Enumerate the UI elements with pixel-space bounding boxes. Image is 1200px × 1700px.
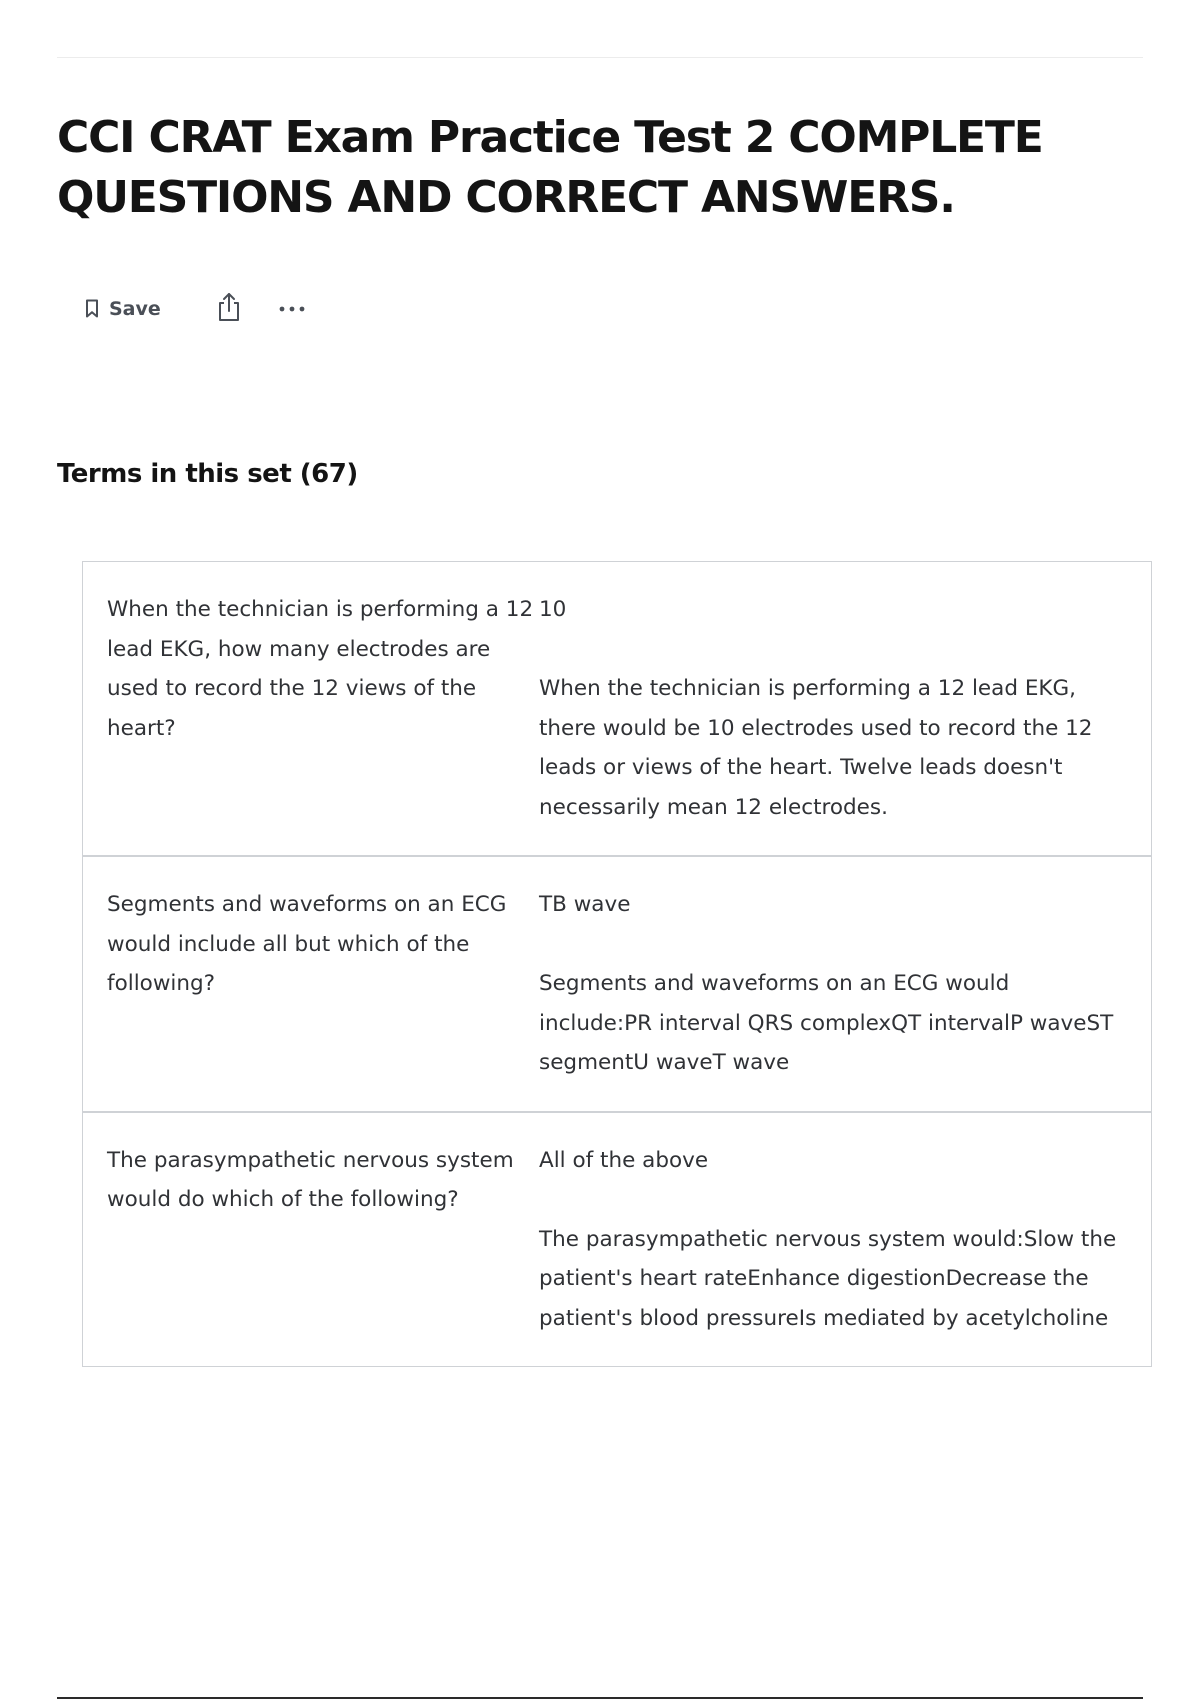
term-question: When the technician is performing a 12 lead EKG, how many electrodes are used to record the 12 views of the heart? (107, 597, 534, 741)
top-divider (57, 57, 1143, 58)
share-icon (215, 292, 243, 325)
bookmark-icon (85, 299, 99, 318)
term-answer-cell (539, 1113, 1151, 1367)
term-explanation: When the technician is performing a 12 lead EKG, there would be 10 electrodes used to record the 12 leads or views of the heart. Twelve leads doesn't necessarily mean 12 electrodes. (539, 676, 1093, 820)
term-row (83, 857, 1151, 1113)
page-title-line-2: QUESTIONS AND CORRECT ANSWERS. (57, 172, 955, 223)
term-answer: All of the above (539, 1147, 709, 1173)
save-button[interactable] (85, 298, 161, 320)
term-row (83, 562, 1151, 857)
save-label: Save (109, 297, 161, 320)
terms-heading: Terms in this set (67) (57, 459, 358, 489)
term-explanation: The parasympathetic nervous system would:Slow the patient's heart rateEnhance digestionDecrease the patient's blood pressureIs mediated by acetylcholine (539, 1226, 1117, 1331)
term-answer-cell (539, 857, 1151, 1111)
more-options-button[interactable] (277, 301, 307, 316)
share-button[interactable] (215, 292, 243, 325)
bottom-divider (57, 1697, 1143, 1699)
page-title (57, 108, 1057, 228)
term-row (83, 1113, 1151, 1367)
term-question: Segments and waveforms on an ECG would include all but which of the following? (107, 892, 507, 996)
term-answer: 10 (539, 597, 567, 622)
more-icon (277, 301, 307, 316)
term-question: The parasympathetic nervous system would do which of the following? (107, 1147, 514, 1212)
action-toolbar (85, 292, 307, 325)
page-title-line-1: CCI CRAT Exam Practice Test 2 COMPLETE (57, 112, 1043, 163)
term-answer: TB wave (539, 892, 631, 917)
term-explanation: Segments and waveforms on an ECG would include:PR interval QRS complexQT intervalP waveST segmentU waveT wave (539, 971, 1114, 1075)
term-answer-cell (539, 562, 1151, 855)
terms-table (82, 561, 1152, 1367)
